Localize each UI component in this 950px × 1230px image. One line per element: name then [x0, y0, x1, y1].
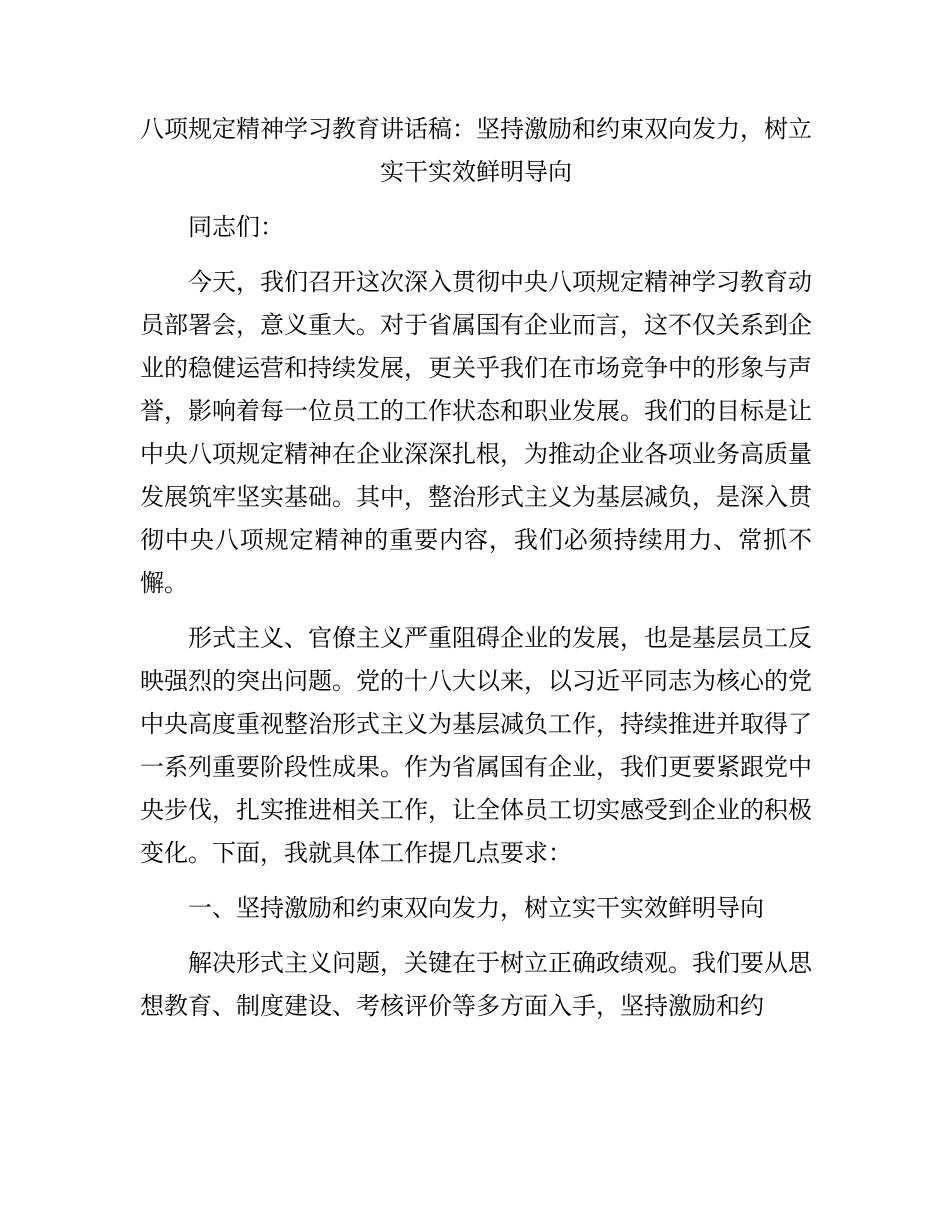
document-title: 八项规定精神学习教育讲话稿：坚持激励和约束双向发力，树立实干实效鲜明导向 [140, 115, 812, 186]
paragraph-2: 形式主义、官僚主义严重阻碍企业的发展，也是基层员工反映强烈的突出问题。党的十八大以来，以习近平同志为核心的党中央高度重视整治形式主义为基层减负工作，持续推进并取得了一系列重要阶段性成果。作为省属国有企业，我们更要紧跟党中央步伐，扎实推进相关工作，让全体员工切实感受到企业的积极变化。下面，我就具体工作提几点要求： [140, 624, 812, 867]
paragraph-3: 解决形式主义问题，关键在于树立正确政绩观。我们要从思想教育、制度建设、考核评价等多方面入手，坚持激励和约 [140, 949, 812, 1020]
document-page [140, 108, 812, 1040]
paragraph-1: 今天，我们召开这次深入贯彻中央八项规定精神学习教育动员部署会，意义重大。对于省属国有企业而言，这不仅关系到企业的稳健运营和持续发展，更关乎我们在市场竞争中的形象与声誉，影响着每一位员工的工作状态和职业发展。我们的目标是让中央八项规定精神在企业深深扎根，为推动企业各项业务高质量发展筑牢坚实基础。其中，整治形式主义为基层减负，是深入贯彻中央八项规定精神的重要内容，我们必须持续用力、常抓不懈。 [140, 268, 812, 597]
section-heading-1: 一、坚持激励和约束双向发力，树立实干实效鲜明导向 [188, 894, 764, 922]
greeting: 同志们： [188, 213, 284, 241]
